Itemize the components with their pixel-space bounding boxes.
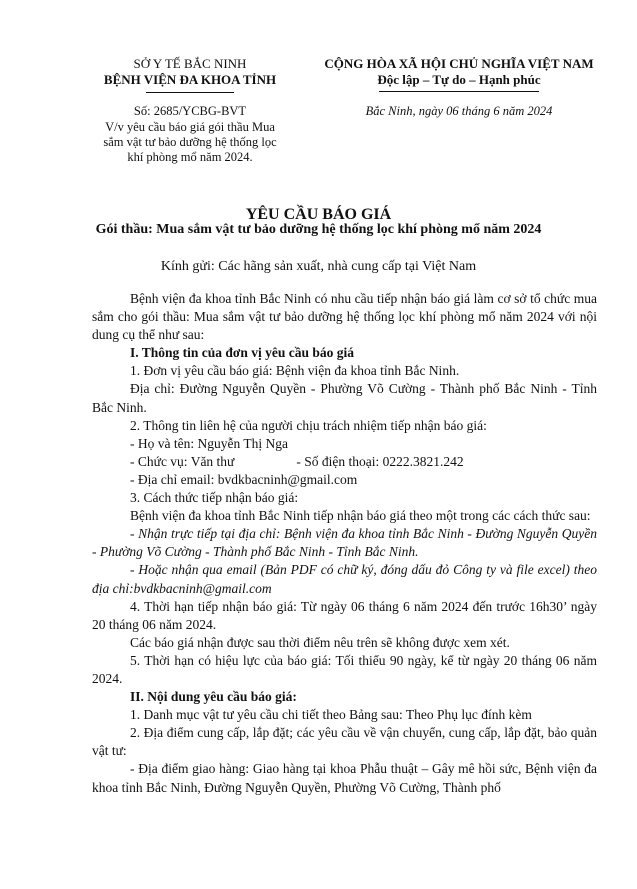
receive-method: 3. Cách thức tiếp nhận báo giá:: [130, 490, 299, 506]
country-name: CỘNG HÒA XÃ HỘI CHỦ NGHĨA VIỆT NAM: [324, 56, 594, 71]
issue-date: Bắc Ninh, ngày 06 tháng 6 năm 2024: [365, 104, 553, 118]
document-number: Số: 2685/YCBG-BVT: [133, 104, 247, 118]
hospital-name: BỆNH VIỆN ĐA KHOA TỈNH: [103, 72, 277, 87]
receive-description: Bệnh viện đa khoa tỉnh Bắc Ninh tiếp nhận báo giá theo một trong các cách thức sau:: [130, 508, 591, 524]
recipient-line: Kính gửi: Các hãng sản xuất, nhà cung cấp tại Việt Nam: [160, 259, 477, 274]
subject-line: khí phòng mổ năm 2024.: [127, 150, 253, 164]
receive-email: - Hoặc nhận qua email (Bản PDF có chữ ký, đóng dấu đỏ Công ty và file excel) theo địa chỉ:bvdkbacninh@gmail.com: [92, 562, 597, 596]
delivery-location: - Địa điểm giao hàng: Giao hàng tại khoa Phẫu thuật – Gây mê hồi sức, Bệnh viện đa khoa tỉnh Bắc Ninh, Đường Nguyễn Quyền, Phường Võ Cường, Thành phố: [92, 761, 597, 795]
document-subject: [70, 120, 310, 165]
delivery-requirements: 2. Địa điểm cung cấp, lắp đặt; các yêu cầu về vận chuyển, cung cấp, lắp đặt, bảo quản vật tư:: [92, 725, 597, 759]
subject-line: V/v yêu cầu báo giá gói thầu Mua: [105, 120, 275, 134]
subject-line: sắm vật tư bảo dưỡng hệ thống lọc: [103, 135, 277, 149]
contact-position: - Chức vụ: Văn thư: [130, 453, 235, 469]
intro-paragraph: Bệnh viện đa khoa tỉnh Bắc Ninh có nhu cầu tiếp nhận báo giá làm cơ sở tổ chức mua sắm cho gói thầu: Mua sắm vật tư bảo dưỡng hệ thống lọc khí phòng mổ năm 2024 với nội dung cụ thể như sau:: [92, 291, 597, 343]
document-body: [92, 290, 597, 797]
contact-email: - Địa chỉ email: bvdkbacninh@gmail.com: [130, 471, 358, 487]
issuer-header: [70, 56, 310, 93]
national-motto: Độc lập – Tự do – Hạnh phúc: [377, 72, 541, 87]
requesting-unit: 1. Đơn vị yêu cầu báo giá: Bệnh viện đa khoa tỉnh Bắc Ninh.: [130, 363, 460, 379]
document-subtitle: Gói thầu: Mua sắm vật tư bảo dưỡng hệ thống lọc khí phòng mổ năm 2024: [95, 222, 542, 237]
agency-name: SỞ Y TẾ BẮC NINH: [133, 56, 247, 71]
quote-validity: 5. Thời hạn có hiệu lực của báo giá: Tối thiểu 90 ngày, kể từ ngày 20 tháng 06 năm 2024.: [92, 652, 597, 686]
receive-deadline: 4. Thời hạn tiếp nhận báo giá: Từ ngày 06 tháng 6 năm 2024 đến trước 16h30’ ngày 20 tháng 06 năm 2024.: [92, 598, 597, 632]
contact-position-phone: [92, 453, 597, 471]
section-1-heading: I. Thông tin của đơn vị yêu cầu báo giá: [130, 345, 355, 361]
contact-name: - Họ và tên: Nguyễn Thị Nga: [130, 435, 288, 451]
contact-intro: 2. Thông tin liên hệ của người chịu trách nhiệm tiếp nhận báo giá:: [130, 417, 487, 433]
motto-underline: [379, 91, 539, 92]
receive-direct: - Nhận trực tiếp tại địa chỉ: Bệnh viện đa khoa tỉnh Bắc Ninh - Đường Nguyễn Quyền - Phường Võ Cường - Thành phố Bắc Ninh - Tỉnh Bắc Ninh.: [92, 526, 597, 560]
unit-address: Địa chỉ: Đường Nguyễn Quyền - Phường Võ Cường - Thành phố Bắc Ninh - Tỉnh Bắc Ninh.: [92, 381, 597, 415]
document-title: YÊU CẦU BÁO GIÁ: [245, 206, 392, 223]
section-2-heading: II. Nội dung yêu cầu báo giá:: [130, 689, 297, 705]
issuer-underline: [146, 92, 234, 93]
material-list: 1. Danh mục vật tư yêu cầu chi tiết theo Bảng sau: Theo Phụ lục đính kèm: [130, 707, 532, 723]
national-header: [300, 56, 618, 92]
late-quote-note: Các báo giá nhận được sau thời điểm nêu trên sẽ không được xem xét.: [130, 634, 510, 650]
contact-phone: - Số điện thoại: 0222.3821.242: [296, 453, 464, 469]
